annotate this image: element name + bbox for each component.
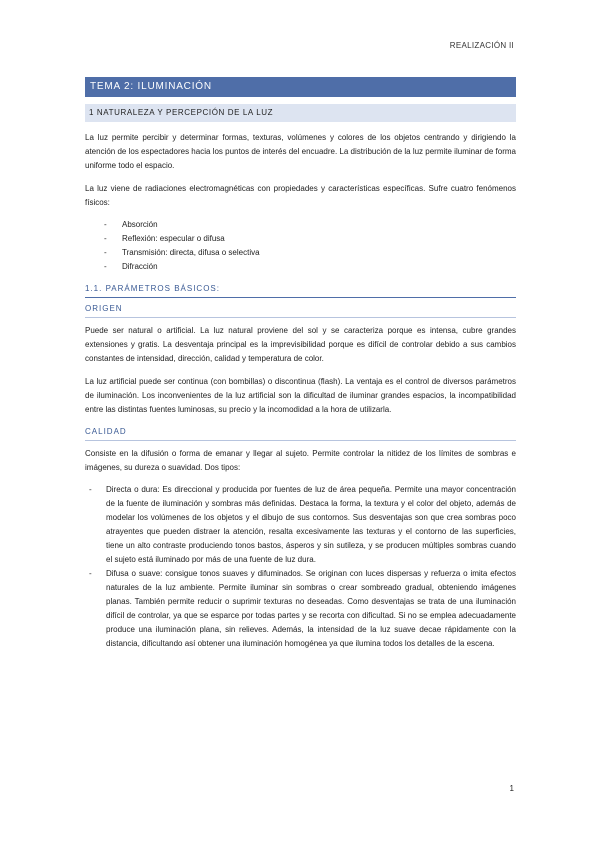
- page-number: 1: [509, 784, 514, 793]
- list-item: - Reflexión: especular o difusa: [85, 232, 516, 246]
- list-item: - Transmisión: directa, difusa o selectiva: [85, 246, 516, 260]
- calidad-list: [85, 483, 516, 651]
- calidad-heading: CALIDAD: [85, 427, 516, 441]
- paragraph: La luz artificial puede ser continua (con bombillas) o discontinua (flash). La ventaja es el control de diversos parámetros de iluminación. Los inconvenientes de la luz artificial son la dificultad de iluminar grandes espacios, la incompatibilidad entre las distintas fuentes luminosas, su precio y la incomodidad a la hora de utilizarla.: [85, 377, 516, 414]
- chapter-title: TEMA 2: ILUMINACIÓN: [85, 77, 516, 97]
- list-item: - Difusa o suave: consigue tonos suaves y difuminados. Se originan con luces dispersas y refuerza o imita efectos naturales de la luz ambiente. Permite iluminar sin sombras o crear sombreado gradual, obteniendo imágenes planas. También permite reducir o suprimir texturas no deseadas. Como desventajas se trata de una iluminación difícil de controlar, ya que se esparce por todas partes y se recorta con dificultad. Si no se emplea adecuadamente produce una iluminación plana, sin relieves. Además, la intensidad de la luz suave decae rápidamente con la distancia, dificultando así obtener una iluminación homogénea ya que ilumina todos los detalles de la escena.: [85, 567, 516, 651]
- list-item: - Absorción: [85, 218, 516, 232]
- phenomena-list: [85, 218, 516, 274]
- section-heading: 1 NATURALEZA Y PERCEPCIÓN DE LA LUZ: [85, 104, 516, 122]
- paragraph: La luz viene de radiaciones electromagnéticas con propiedades y características específicas. Sufre cuatro fenómenos físicos:: [85, 184, 516, 207]
- subsection-heading: 1.1. PARÁMETROS BÁSICOS:: [85, 284, 516, 298]
- paragraph: Consiste en la difusión o forma de emanar y llegar al sujeto. Permite controlar la nitidez de los límites de sombras e imágenes, su dureza o suavidad. Dos tipos:: [85, 449, 516, 472]
- paragraph: La luz permite percibir y determinar formas, texturas, volúmenes y colores de los objetos centrando y dirigiendo la atención de los espectadores hacia los puntos de interés del encuadre. La distribución de la luz permite iluminar de forma uniforme todo el espacio.: [85, 133, 516, 170]
- paragraph: Puede ser natural o artificial. La luz natural proviene del sol y se caracteriza porque es intensa, cubre grandes extensiones y gratis. La desventaja principal es la imprevisibilidad porque es difícil de controlar debido a sus cambios constantes de intensidad, dirección, calidad y temperatura de color.: [85, 326, 516, 363]
- list-item: - Directa o dura: Es direccional y producida por fuentes de luz de área pequeña. Permite una mayor concentración de la fuente de iluminación y sombras más definidas. Destaca la forma, la textura y el color del objeto, además de modelar los volúmenes de los objetos y el dibujo de sus contornos. Sus desventajas son que crea sombras poco atrayentes que pueden distraer la atención, resalta excesivamente las texturas y el contorno de las superficies, tiene un alto contraste produciendo tonos bastos, ásperos y sin sutileza, y se producen múltiples sombras cuando el sujeto está iluminado por más de una fuente de luz dura.: [85, 483, 516, 567]
- list-item: - Difracción: [85, 260, 516, 274]
- origen-heading: ORIGEN: [85, 304, 516, 318]
- running-header: REALIZACIÓN II: [449, 41, 514, 50]
- page-content: [85, 77, 516, 651]
